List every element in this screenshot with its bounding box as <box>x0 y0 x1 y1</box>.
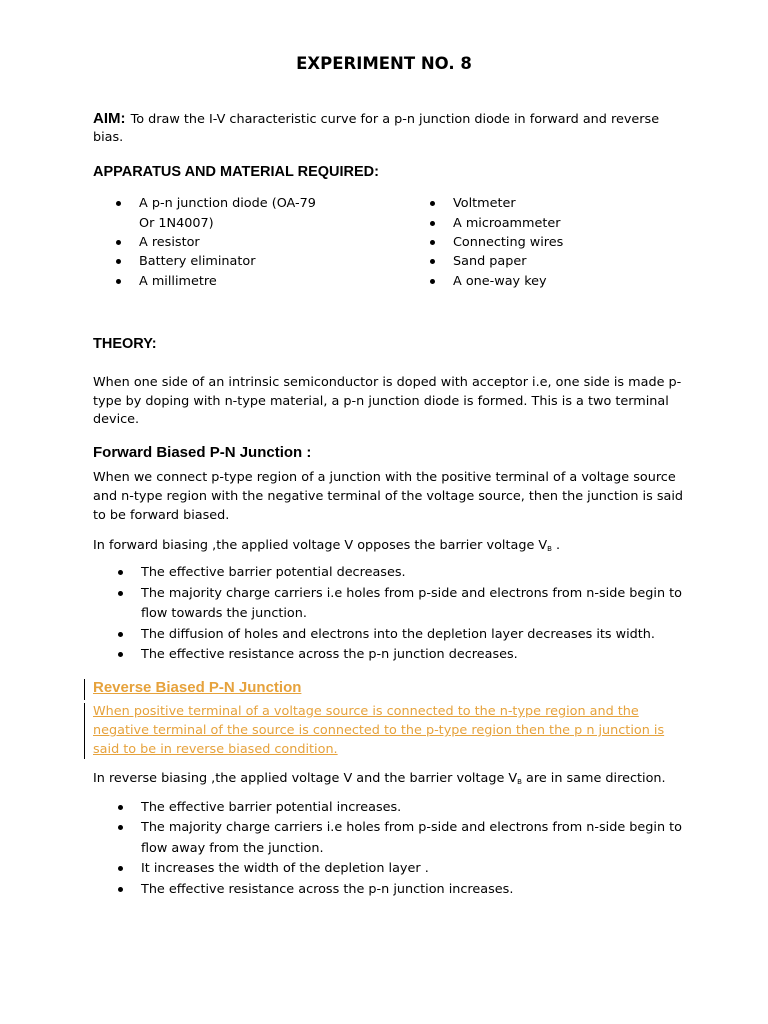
reverse-heading: Reverse Biased P-N Junction <box>93 679 302 696</box>
forward-bias-statement <box>93 536 560 557</box>
forward-line3: to be forward biased. <box>93 508 230 523</box>
aim-section <box>93 108 659 129</box>
reverse-line3: said to be in reverse biased condition. <box>93 742 338 757</box>
reverse-bias-text: In reverse biasing ,the applied voltage V and the barrier voltage V <box>93 771 518 786</box>
bullet-dot <box>430 259 435 264</box>
list-item: The effective barrier potential increases. <box>141 800 402 815</box>
apparatus-heading: APPARATUS AND MATERIAL REQUIRED: <box>93 164 379 180</box>
list-item: It increases the width of the depletion layer . <box>141 861 429 876</box>
forward-bias-subscript: B <box>547 545 552 553</box>
reverse-bias-subscript: B <box>517 778 522 786</box>
bullet-dot <box>430 240 435 245</box>
list-item: Connecting wires <box>453 235 564 250</box>
aim-text-line1: To draw the I-V characteristic curve for a p-n junction diode in forward and reverse <box>130 112 660 127</box>
bullet-dot <box>430 201 435 206</box>
theory-line2: type by doping with n-type material, a p-n junction diode is formed. This is a two terminal <box>93 394 669 409</box>
list-item: Voltmeter <box>453 196 516 211</box>
list-item: The effective barrier potential decreases. <box>141 565 406 580</box>
forward-line1: When we connect p-type region of a junction with the positive terminal of a voltage source <box>93 470 676 485</box>
list-item: A resistor <box>139 235 200 250</box>
bullet-dot <box>118 866 123 871</box>
revision-bar <box>84 679 85 700</box>
list-item: A millimetre <box>139 274 217 289</box>
theory-line3: device. <box>93 412 140 427</box>
list-item: The majority charge carriers i.e holes from p-side and electrons from n-side begin to <box>141 820 682 835</box>
list-item: The majority charge carriers i.e holes from p-side and electrons from n-side begin to <box>141 586 682 601</box>
reverse-bias-statement <box>93 769 666 790</box>
forward-bias-end: . <box>551 538 561 553</box>
list-item: A microammeter <box>453 216 561 231</box>
bullet-dot <box>118 652 123 657</box>
list-item: Or 1N4007) <box>139 216 214 231</box>
reverse-bias-end: are in same direction. <box>521 771 666 786</box>
bullet-dot <box>118 825 123 830</box>
bullet-dot <box>116 201 121 206</box>
revision-bar <box>84 703 85 759</box>
reverse-line2: negative terminal of the source is connected to the p-type region then the p n junction is <box>93 723 665 738</box>
list-item: Sand paper <box>453 254 527 269</box>
reverse-line1: When positive terminal of a voltage source is connected to the n-type region and the <box>93 704 639 719</box>
bullet-dot <box>118 570 123 575</box>
bullet-dot <box>116 240 121 245</box>
list-item: The effective resistance across the p-n junction decreases. <box>141 647 518 662</box>
list-item: The diffusion of holes and electrons into the depletion layer decreases its width. <box>141 627 655 642</box>
page-title: EXPERIMENT NO. 8 <box>296 54 472 73</box>
theory-line1: When one side of an intrinsic semiconductor is doped with acceptor i.e, one side is made p- <box>93 375 682 390</box>
bullet-dot <box>118 632 123 637</box>
bullet-dot <box>118 887 123 892</box>
bullet-dot <box>116 279 121 284</box>
bullet-dot <box>430 221 435 226</box>
aim-text-line2: bias. <box>93 130 124 145</box>
bullet-dot <box>118 591 123 596</box>
list-item: flow away from the junction. <box>141 841 324 856</box>
list-item: Battery eliminator <box>139 254 256 269</box>
list-item: flow towards the junction. <box>141 606 307 621</box>
forward-bias-text: In forward biasing ,the applied voltage V opposes the barrier voltage V <box>93 538 548 553</box>
list-item: A one-way key <box>453 274 547 289</box>
aim-label: AIM: <box>93 110 126 127</box>
bullet-dot <box>430 279 435 284</box>
list-item: The effective resistance across the p-n junction increases. <box>141 882 514 897</box>
list-item: A p-n junction diode (OA-79 <box>139 196 316 211</box>
bullet-dot <box>116 259 121 264</box>
theory-heading: THEORY: <box>93 336 157 352</box>
bullet-dot <box>118 805 123 810</box>
forward-heading: Forward Biased P-N Junction : <box>93 444 312 461</box>
forward-line2: and n-type region with the negative terminal of the voltage source, then the junction is said <box>93 489 684 504</box>
